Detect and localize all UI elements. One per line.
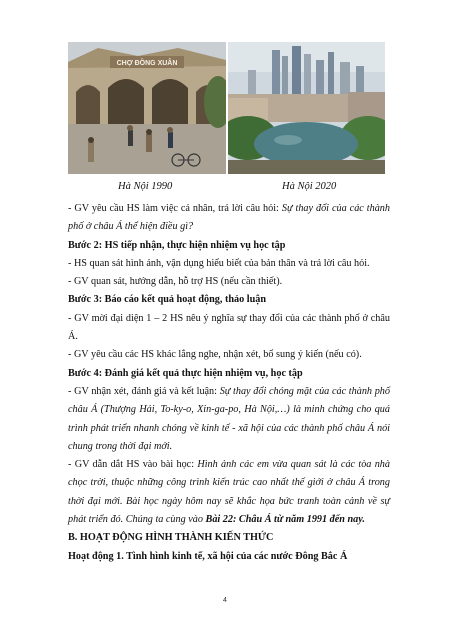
hanoi-2020-photo: [228, 42, 385, 174]
intro-text: Hình ảnh các em vừa quan sát là các tòa nhà chọc trời, thuộc những công trình kiến trúc cao nhất thế giới ở châu Á trong thời đại mới. Bài học ngày hôm nay sẽ khắc họa bức tranh toàn cảnh về sự phát triển đó. Chúng ta cùng vào: [68, 459, 390, 526]
lesson-body: [68, 200, 390, 566]
intro-lead: - GV dẫn dắt HS vào bài học:: [68, 459, 198, 471]
lesson-intro: [68, 456, 390, 529]
market-sign: CHỢ ĐỒNG XUÂN: [116, 60, 178, 67]
activity-heading: Hoạt động 1. Tình hình kinh tế, xã hội của các nước Đông Bắc Á: [68, 550, 348, 562]
section-heading: B. HOẠT ĐỘNG HÌNH THÀNH KIẾN THỨC: [68, 532, 274, 544]
task-lead: - GV yêu cầu HS làm việc cá nhân, trả lời câu hỏi:: [68, 203, 282, 214]
caption-hanoi-2020: Hà Nội 2020: [282, 181, 337, 192]
step2-line2: - GV quan sát, hướng dẫn, hỗ trợ HS (nếu cần thiết).: [68, 276, 283, 288]
step4-lead: - GV nhận xét, đánh giá và kết luận:: [68, 385, 220, 397]
step2-heading: Bước 2: HS tiếp nhận, thực hiện nhiệm vụ học tập: [68, 239, 286, 251]
page-number: 4: [223, 597, 227, 604]
step4-heading: Bước 4: Đánh giá kết quả thực hiện nhiệm vụ, học tập: [68, 367, 303, 379]
step3-line1: - GV mời đại diện 1 – 2 HS nêu ý nghĩa sự thay đổi của các thành phố ở châu Á.: [68, 312, 390, 343]
step3-heading: Bước 3: Báo cáo kết quả hoạt động, thảo luận: [68, 294, 266, 306]
step3-line2: - GV yêu cầu các HS khác lắng nghe, nhận xét, bổ sung ý kiến (nếu có).: [68, 349, 362, 361]
step2-line1: - HS quan sát hình ảnh, vận dụng hiểu biết của bản thân và trả lời câu hỏi.: [68, 257, 370, 269]
hanoi-1990-photo: [68, 42, 226, 174]
task-question-text: Sự thay đổi của các thành phố ở châu Á thể hiện điều gì?: [68, 203, 390, 233]
caption-hanoi-1990: Hà Nội 1990: [118, 181, 173, 192]
task-question: [68, 200, 390, 237]
step4-conclusion: [68, 383, 390, 456]
step4-conclusion-text: Sự thay đổi chóng mặt của các thành phố châu Á (Thượng Hải, To-ky-o, Xin-ga-po, Hà Nội,…) là minh chứng cho quá trình phát triển nhanh chóng về kinh tế - xã hội của các thành phố châu Á nói chung trong thời đại mới.: [68, 385, 390, 452]
lesson-title: Bài 22: Châu Á từ năm 1991 đến nay.: [205, 514, 365, 526]
